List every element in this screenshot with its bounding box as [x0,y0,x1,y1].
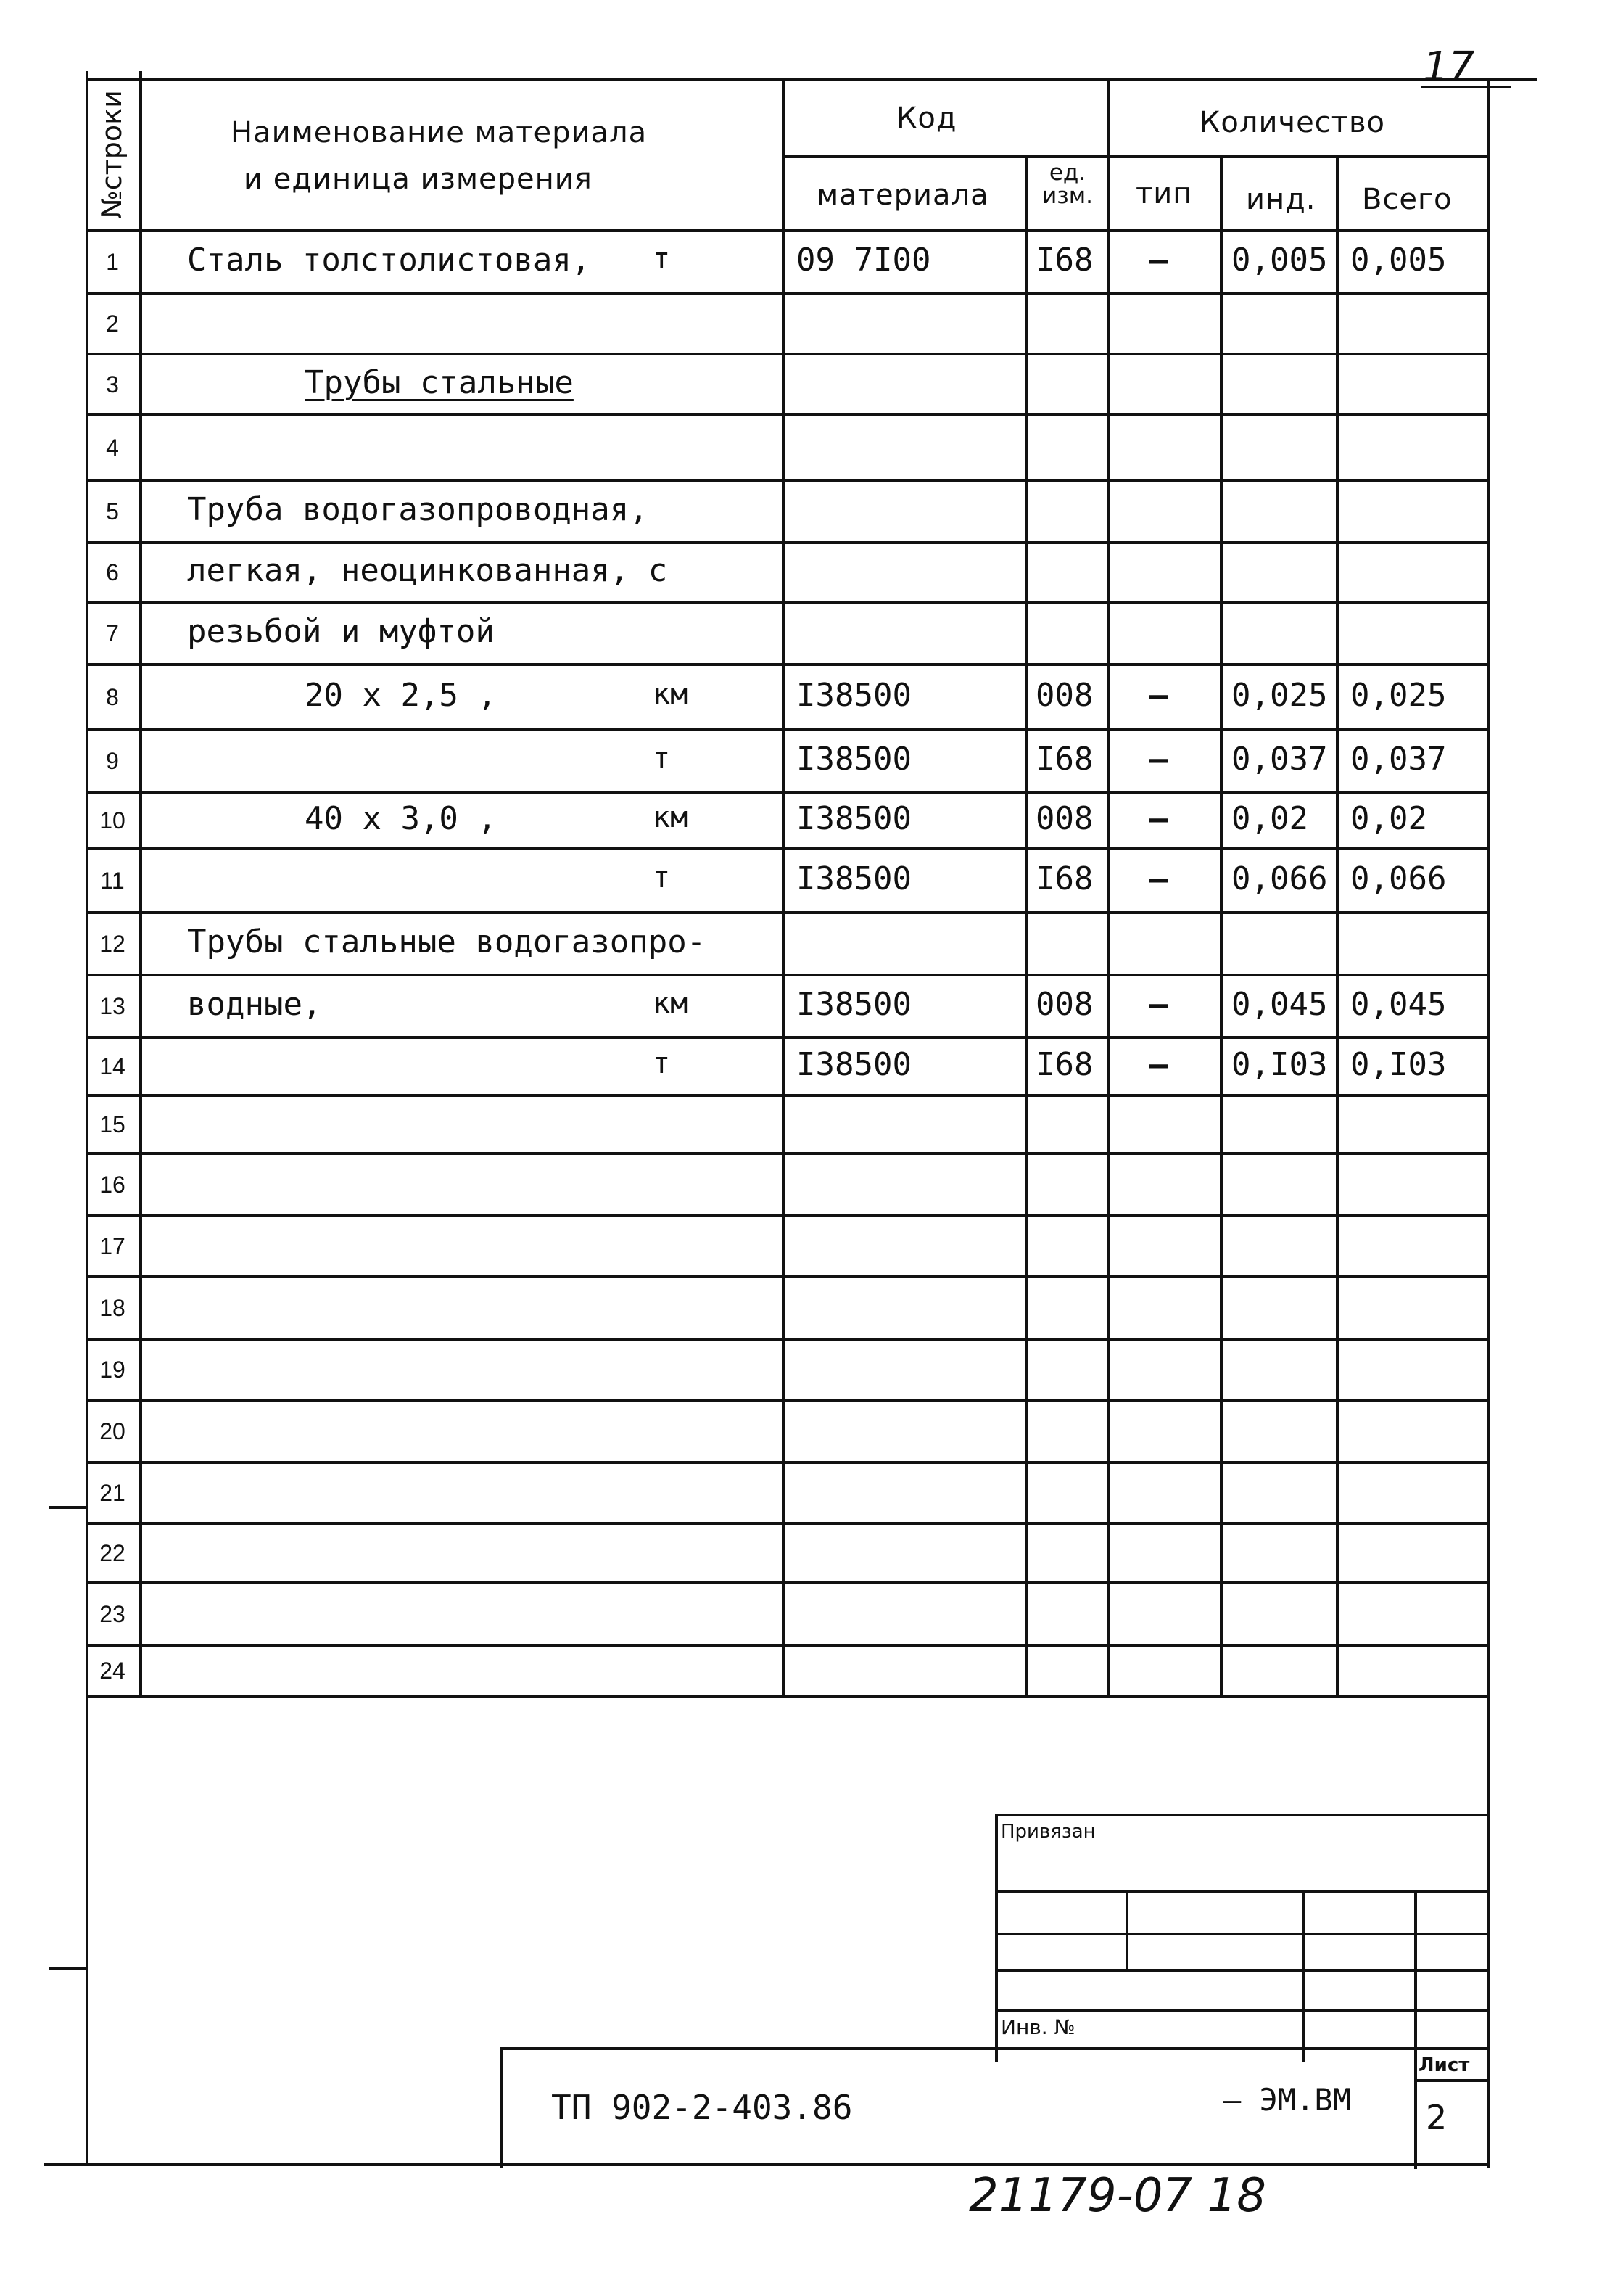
material-code: I38500 [796,741,912,778]
row-separator [86,1152,1488,1155]
unit-of-measure: км [653,678,688,711]
row-separator [86,1522,1488,1525]
stamp-line [1126,1890,1128,1970]
qty-type: – [1149,1046,1168,1083]
row-number: 2 [106,310,119,337]
row-separator [86,1461,1488,1464]
stamp-line [500,2047,1488,2050]
col-divider-ind [1336,155,1339,1696]
material-name: Труба водогазопроводная, [187,491,648,528]
stamp-line [500,2047,503,2168]
stamp-line [995,1814,998,2062]
table-top-border [86,78,1537,81]
row-number: 18 [99,1295,125,1321]
row-number: 5 [106,498,119,524]
row-number: 15 [99,1111,125,1137]
sheet-number: 2 [1426,2098,1448,2137]
row-separator [86,292,1488,295]
row-number: 20 [99,1418,125,1444]
material-code: I38500 [796,1046,912,1083]
code-material-header: материала [817,178,989,212]
material-name: резьбой и муфтой [187,613,495,650]
material-code: I38500 [796,677,912,714]
unit-code: I68 [1036,860,1094,897]
code-header: Код [896,102,957,135]
left-border [86,71,88,2166]
page-bottom-line [44,2163,1488,2166]
material-code: I38500 [796,986,912,1023]
footer-number: 21179-07 18 [969,2169,1266,2223]
unit-of-measure: км [653,801,688,834]
row-separator [86,479,1488,482]
material-code: I38500 [796,860,912,897]
qty-ind-header: инд. [1246,183,1316,216]
row-separator [86,974,1488,976]
unit-code: I68 [1036,1046,1094,1083]
row-separator [86,413,1488,416]
qty-ind: 0,025 [1231,677,1328,714]
row-separator [86,601,1488,604]
qty-total: 0,I03 [1350,1046,1447,1083]
row-number: 16 [99,1172,125,1198]
sheet-label: Лист [1419,2054,1470,2076]
row-number: 12 [99,931,125,957]
qty-total: 0,037 [1350,741,1447,778]
row-separator [86,791,1488,794]
col-divider-name [782,80,785,1696]
row-number: 11 [100,868,125,894]
row-separator [86,1214,1488,1217]
stamp-line [1414,2079,1488,2082]
margin-tick [49,1967,87,1970]
row-number: 21 [99,1480,125,1506]
unit-of-measure: т [653,741,671,775]
material-name: Сталь толстолистовая, [187,242,591,279]
unit-of-measure: т [653,1047,671,1080]
row-separator [86,1399,1488,1402]
row-separator [86,1094,1488,1097]
qty-total: 0,066 [1350,860,1447,897]
qty-ind: 0,005 [1231,242,1328,279]
qty-type: – [1149,677,1168,714]
row-number: 23 [99,1601,125,1627]
qty-total: 0,02 [1350,800,1427,837]
row-separator [86,1644,1488,1647]
col-divider-type [1220,155,1223,1696]
qty-total-header: Всего [1362,183,1453,216]
material-code: I38500 [796,800,912,837]
doc-suffix: — ЭМ.ВМ [1223,2082,1352,2118]
material-code: 09 7I00 [796,242,931,279]
row-number: 9 [106,748,119,774]
material-name: 20 х 2,5 , [305,677,497,714]
qty-ind: 0,I03 [1231,1046,1328,1083]
material-name: Трубы стальные [305,364,574,401]
unit-code: 008 [1036,800,1094,837]
bound-label: Привязан [1001,1821,1096,1843]
material-name: водные, [187,986,322,1023]
unit-code: I68 [1036,242,1094,279]
right-border [1487,78,1490,2168]
qty-total: 0,005 [1350,242,1447,279]
row-number: 3 [106,371,119,398]
row-separator [86,911,1488,914]
qty-type: – [1149,242,1168,279]
qty-total: 0,025 [1350,677,1447,714]
row-separator [86,1036,1488,1039]
row-number: 6 [106,559,119,585]
unit-code: 008 [1036,677,1094,714]
qty-total: 0,045 [1350,986,1447,1023]
corner-sheet-number: 17 [1423,44,1475,91]
margin-tick [49,1506,87,1509]
row-separator [86,353,1488,355]
row-number: 10 [99,807,125,834]
qty-ind: 0,066 [1231,860,1328,897]
row-number: 13 [99,993,125,1019]
qty-type: – [1149,800,1168,837]
material-name: легкая, неоцинкованная, с [187,552,668,589]
material-name: 40 х 3,0 , [305,800,497,837]
inv-label: Инв. № [1001,2015,1075,2039]
unit-code: 008 [1036,986,1094,1023]
code-unit-header: ед. изм. [1042,160,1093,209]
row-number: 22 [99,1540,125,1566]
stamp-line [995,1814,1488,1816]
unit-of-measure: т [653,242,671,276]
unit-of-measure: км [653,987,688,1020]
header-bottom-border [86,229,1488,232]
doc-code: ТП 902-2-403.86 [551,2088,853,2127]
qty-ind: 0,02 [1231,800,1308,837]
unit-of-measure: т [653,861,671,894]
col-divider-code [1025,155,1028,1696]
name-header-line2: и единица измерения [244,162,593,196]
qty-ind: 0,037 [1231,741,1328,778]
row-number: 7 [106,620,119,646]
row-number: 19 [99,1357,125,1383]
row-number: 4 [106,435,119,461]
row-number-header: №строки [96,90,128,219]
qty-type: – [1149,860,1168,897]
unit-code: I68 [1036,741,1094,778]
qty-ind: 0,045 [1231,986,1328,1023]
row-separator [86,728,1488,731]
qty-type: – [1149,986,1168,1023]
table-bottom-border [86,1695,1488,1698]
row-number: 24 [99,1658,125,1684]
row-separator [86,847,1488,850]
qty-type: – [1149,741,1168,778]
stamp-line [1414,1890,1417,2169]
material-name: Трубы стальные водогазопро- [187,923,706,960]
row-number: 14 [99,1053,125,1079]
qty-type-header: тип [1136,177,1193,210]
name-header-line1: Наименование материала [231,116,648,149]
col-divider-number [139,71,142,1696]
stamp-line [1302,1890,1305,2062]
row-number: 1 [106,249,119,275]
row-separator [86,1581,1488,1584]
row-number: 17 [99,1233,125,1259]
quantity-header: Количество [1200,106,1386,139]
row-number: 8 [106,684,119,710]
row-separator [86,663,1488,666]
header-subdivider [783,155,1488,158]
col-divider-unit [1107,80,1110,1696]
row-separator [86,541,1488,544]
row-separator [86,1275,1488,1278]
row-separator [86,1338,1488,1341]
